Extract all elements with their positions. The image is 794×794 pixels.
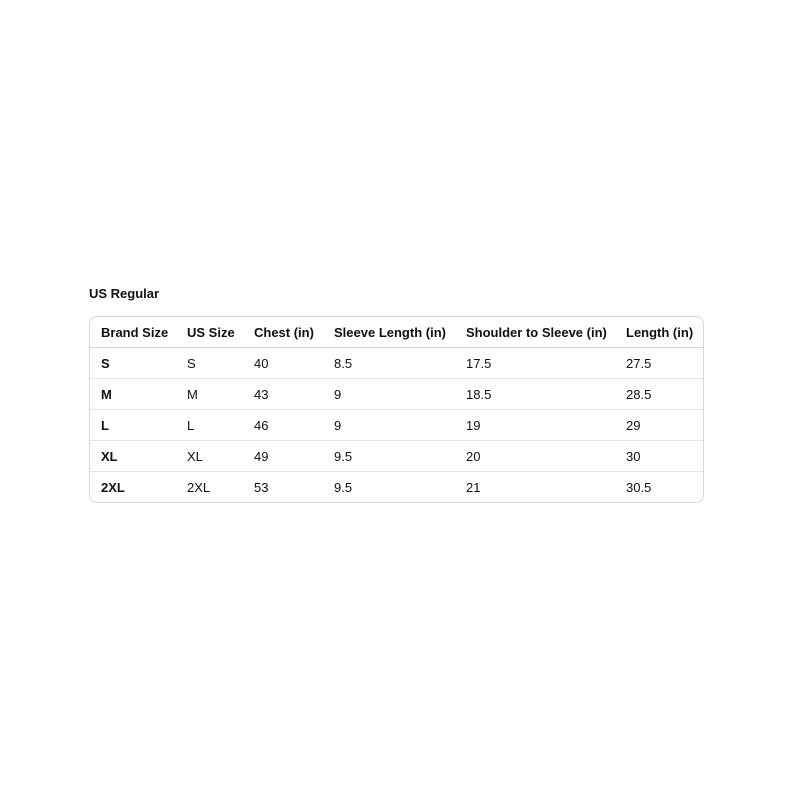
column-header-brand-size: Brand Size: [90, 317, 176, 348]
table-row: [90, 379, 704, 410]
length-cell: 28.5: [615, 379, 704, 410]
us-size-cell: 2XL: [187, 479, 211, 495]
us-size-cell: M: [176, 379, 243, 410]
size-table-container: [89, 316, 704, 503]
length-cell: 30.5: [626, 479, 652, 495]
sleeve-length-cell: 9.5: [323, 441, 455, 472]
us-size-cell: XL: [176, 441, 243, 472]
table-row: [90, 441, 704, 472]
shoulder-to-sleeve-cell: 21: [466, 479, 481, 495]
us-size-cell: S: [176, 348, 243, 379]
table-row: [90, 472, 704, 503]
chest-cell: 40: [243, 348, 323, 379]
size-chart-title: US Regular: [89, 286, 160, 301]
column-header-us-size: US Size: [176, 317, 243, 348]
column-header-shoulder-to-sleeve: Shoulder to Sleeve (in): [455, 317, 615, 348]
shoulder-to-sleeve-cell: 19: [455, 410, 615, 441]
chest-cell: 53: [254, 479, 269, 495]
brand-size-cell: XL: [90, 441, 176, 472]
size-table: [90, 317, 704, 502]
length-cell: 27.5: [615, 348, 704, 379]
length-cell: 30: [615, 441, 704, 472]
table-header-row: [90, 317, 704, 348]
us-size-cell: L: [176, 410, 243, 441]
shoulder-to-sleeve-cell: 17.5: [455, 348, 615, 379]
column-header-length: Length (in): [615, 317, 704, 348]
table-row: [90, 410, 704, 441]
chest-cell: 43: [243, 379, 323, 410]
brand-size-cell: M: [90, 379, 176, 410]
column-header-sleeve-length: Sleeve Length (in): [323, 317, 455, 348]
brand-size-cell: L: [90, 410, 176, 441]
sleeve-length-cell: 8.5: [323, 348, 455, 379]
brand-size-cell: 2XL: [101, 479, 125, 495]
length-cell: 29: [615, 410, 704, 441]
column-header-chest: Chest (in): [243, 317, 323, 348]
sleeve-length-cell: 9: [323, 410, 455, 441]
shoulder-to-sleeve-cell: 18.5: [455, 379, 615, 410]
chest-cell: 46: [243, 410, 323, 441]
brand-size-cell: S: [90, 348, 176, 379]
sleeve-length-cell: 9: [323, 379, 455, 410]
table-row: [90, 348, 704, 379]
size-chart: [89, 286, 704, 503]
chest-cell: 49: [243, 441, 323, 472]
shoulder-to-sleeve-cell: 20: [455, 441, 615, 472]
sleeve-length-cell: 9.5: [334, 479, 353, 495]
